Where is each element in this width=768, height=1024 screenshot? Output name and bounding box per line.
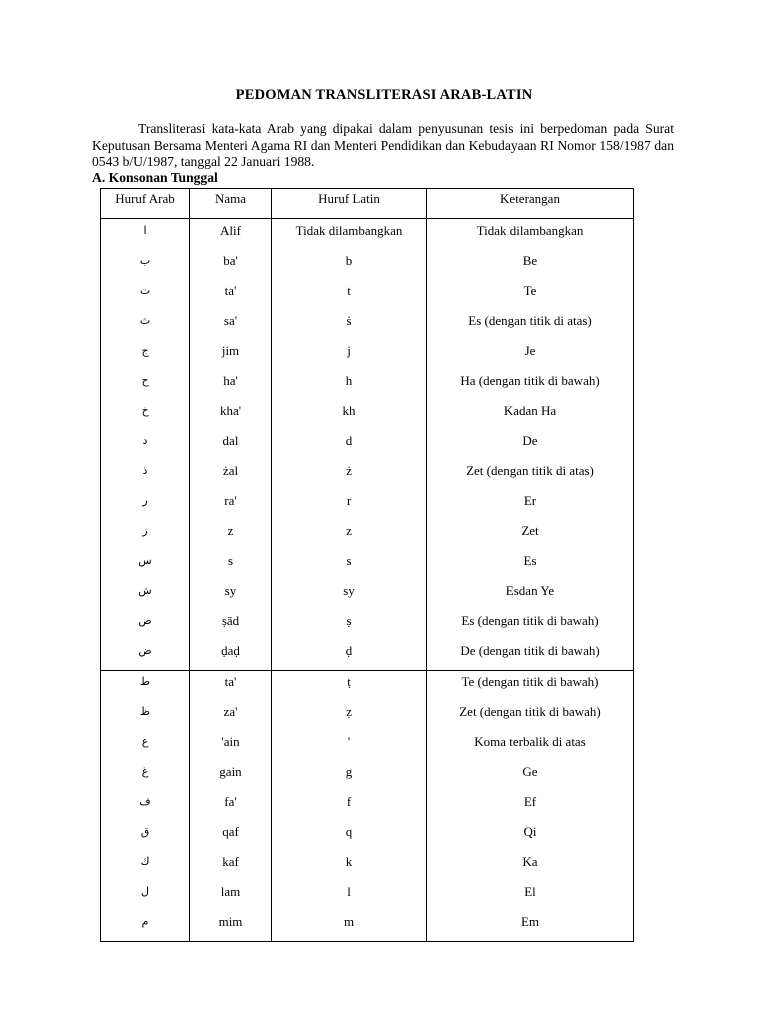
cell-huruf-latin: kh (272, 400, 427, 430)
cell-huruf-latin: l (272, 881, 427, 911)
cell-huruf-arab: ف (101, 791, 190, 821)
cell-nama: gain (190, 761, 272, 791)
cell-nama: sy (190, 580, 272, 610)
table-row (101, 250, 634, 280)
cell-huruf-latin: j (272, 340, 427, 370)
intro-paragraph-text: Transliterasi kata-kata Arab yang dipakai dalam penyusunan tesis ini berpedoman pada Surat Keputusan Bersama Menteri Agama RI dan Menteri Pendidikan dan Kebudayaan RI Nomor 158/1987 dan 0543 b/U/1987, tanggal 22 Januari 1988. (92, 121, 674, 169)
table-row (101, 310, 634, 340)
cell-huruf-latin: q (272, 821, 427, 851)
cell-keterangan: Es (dengan titik di atas) (427, 310, 634, 340)
cell-huruf-latin: ' (272, 731, 427, 761)
cell-keterangan: Qi (427, 821, 634, 851)
table-row (101, 490, 634, 520)
table-row (101, 550, 634, 580)
table-row (101, 430, 634, 460)
cell-huruf-arab: ر (101, 490, 190, 520)
table-row (101, 640, 634, 671)
table-row (101, 851, 634, 881)
cell-keterangan: Zet (dengan titik di atas) (427, 460, 634, 490)
cell-keterangan: De (427, 430, 634, 460)
cell-huruf-arab: ظ (101, 701, 190, 731)
cell-huruf-arab: ج (101, 340, 190, 370)
cell-keterangan: Ge (427, 761, 634, 791)
cell-huruf-arab: ب (101, 250, 190, 280)
cell-huruf-latin: g (272, 761, 427, 791)
table-row (101, 881, 634, 911)
transliteration-table (100, 188, 634, 942)
cell-huruf-latin: ż (272, 460, 427, 490)
cell-keterangan: Be (427, 250, 634, 280)
cell-nama: ta' (190, 671, 272, 702)
cell-huruf-latin: s (272, 550, 427, 580)
cell-nama: lam (190, 881, 272, 911)
cell-huruf-arab: ق (101, 821, 190, 851)
cell-huruf-latin: k (272, 851, 427, 881)
cell-keterangan: Ha (dengan titik di bawah) (427, 370, 634, 400)
cell-huruf-latin: t (272, 280, 427, 310)
cell-huruf-arab: س (101, 550, 190, 580)
cell-nama: ta' (190, 280, 272, 310)
table-row (101, 400, 634, 430)
cell-huruf-arab: ض (101, 640, 190, 671)
cell-huruf-arab: ص (101, 610, 190, 640)
cell-huruf-arab: ط (101, 671, 190, 702)
cell-huruf-latin: ṡ (272, 310, 427, 340)
cell-huruf-latin: m (272, 911, 427, 942)
cell-keterangan: Ef (427, 791, 634, 821)
cell-huruf-arab: ع (101, 731, 190, 761)
cell-huruf-arab: ح (101, 370, 190, 400)
section-heading: A. Konsonan Tunggal (92, 170, 218, 185)
cell-huruf-arab: ك (101, 851, 190, 881)
cell-huruf-arab: ز (101, 520, 190, 550)
cell-huruf-latin: ṭ (272, 671, 427, 702)
cell-nama: kha' (190, 400, 272, 430)
header-huruf-arab: Huruf Arab (101, 189, 190, 219)
cell-keterangan: Zet (427, 520, 634, 550)
cell-nama: ha' (190, 370, 272, 400)
cell-huruf-arab: ا (101, 219, 190, 251)
cell-keterangan: Er (427, 490, 634, 520)
cell-huruf-latin: ṣ (272, 610, 427, 640)
cell-huruf-latin: r (272, 490, 427, 520)
table-row (101, 701, 634, 731)
cell-nama: kaf (190, 851, 272, 881)
cell-keterangan: Kadan Ha (427, 400, 634, 430)
table-row (101, 731, 634, 761)
cell-nama: mim (190, 911, 272, 942)
cell-huruf-latin: ḍ (272, 640, 427, 671)
cell-huruf-arab: خ (101, 400, 190, 430)
cell-huruf-latin: b (272, 250, 427, 280)
cell-nama: z (190, 520, 272, 550)
cell-huruf-arab: م (101, 911, 190, 942)
cell-huruf-arab: غ (101, 761, 190, 791)
cell-nama: qaf (190, 821, 272, 851)
cell-keterangan: Zet (dengan titik di bawah) (427, 701, 634, 731)
cell-nama: ra' (190, 490, 272, 520)
cell-keterangan: Te (427, 280, 634, 310)
cell-huruf-arab: د (101, 430, 190, 460)
cell-keterangan: Te (dengan titik di bawah) (427, 671, 634, 702)
table-row (101, 580, 634, 610)
cell-nama: ba' (190, 250, 272, 280)
cell-huruf-arab: ث (101, 310, 190, 340)
table-row (101, 791, 634, 821)
cell-keterangan: Ka (427, 851, 634, 881)
cell-nama: sa' (190, 310, 272, 340)
cell-huruf-latin: ẓ (272, 701, 427, 731)
header-keterangan: Keterangan (427, 189, 634, 219)
cell-huruf-latin: Tidak dilambangkan (272, 219, 427, 251)
cell-keterangan: Em (427, 911, 634, 942)
table-row (101, 340, 634, 370)
cell-huruf-latin: z (272, 520, 427, 550)
table-header-row (101, 189, 634, 219)
cell-nama: ṣād (190, 610, 272, 640)
cell-keterangan: Koma terbalik di atas (427, 731, 634, 761)
cell-keterangan: Es (427, 550, 634, 580)
table-row (101, 821, 634, 851)
cell-nama: fa' (190, 791, 272, 821)
cell-huruf-arab: ش (101, 580, 190, 610)
cell-huruf-latin: d (272, 430, 427, 460)
table-body (101, 219, 634, 942)
cell-keterangan: Esdan Ye (427, 580, 634, 610)
cell-huruf-arab: ذ (101, 460, 190, 490)
header-huruf-latin: Huruf Latin (272, 189, 427, 219)
cell-nama: żal (190, 460, 272, 490)
cell-keterangan: Es (dengan titik di bawah) (427, 610, 634, 640)
table-row (101, 671, 634, 702)
intro-paragraph (92, 121, 674, 171)
cell-huruf-arab: ت (101, 280, 190, 310)
cell-keterangan: Tidak dilambangkan (427, 219, 634, 251)
cell-huruf-latin: f (272, 791, 427, 821)
cell-huruf-latin: sy (272, 580, 427, 610)
cell-huruf-latin: h (272, 370, 427, 400)
cell-nama: 'ain (190, 731, 272, 761)
cell-nama: s (190, 550, 272, 580)
cell-keterangan: El (427, 881, 634, 911)
header-nama: Nama (190, 189, 272, 219)
cell-nama: za' (190, 701, 272, 731)
table-row (101, 911, 634, 942)
table-row (101, 219, 634, 251)
table-row (101, 280, 634, 310)
table-row (101, 460, 634, 490)
cell-keterangan: Je (427, 340, 634, 370)
cell-huruf-arab: ل (101, 881, 190, 911)
cell-nama: Alif (190, 219, 272, 251)
table-row (101, 761, 634, 791)
cell-keterangan: De (dengan titik di bawah) (427, 640, 634, 671)
cell-nama: jim (190, 340, 272, 370)
cell-nama: ḍaḍ (190, 640, 272, 671)
cell-nama: dal (190, 430, 272, 460)
table-row (101, 610, 634, 640)
page-title: PEDOMAN TRANSLITERASI ARAB-LATIN (235, 87, 533, 103)
table-row (101, 370, 634, 400)
table-row (101, 520, 634, 550)
